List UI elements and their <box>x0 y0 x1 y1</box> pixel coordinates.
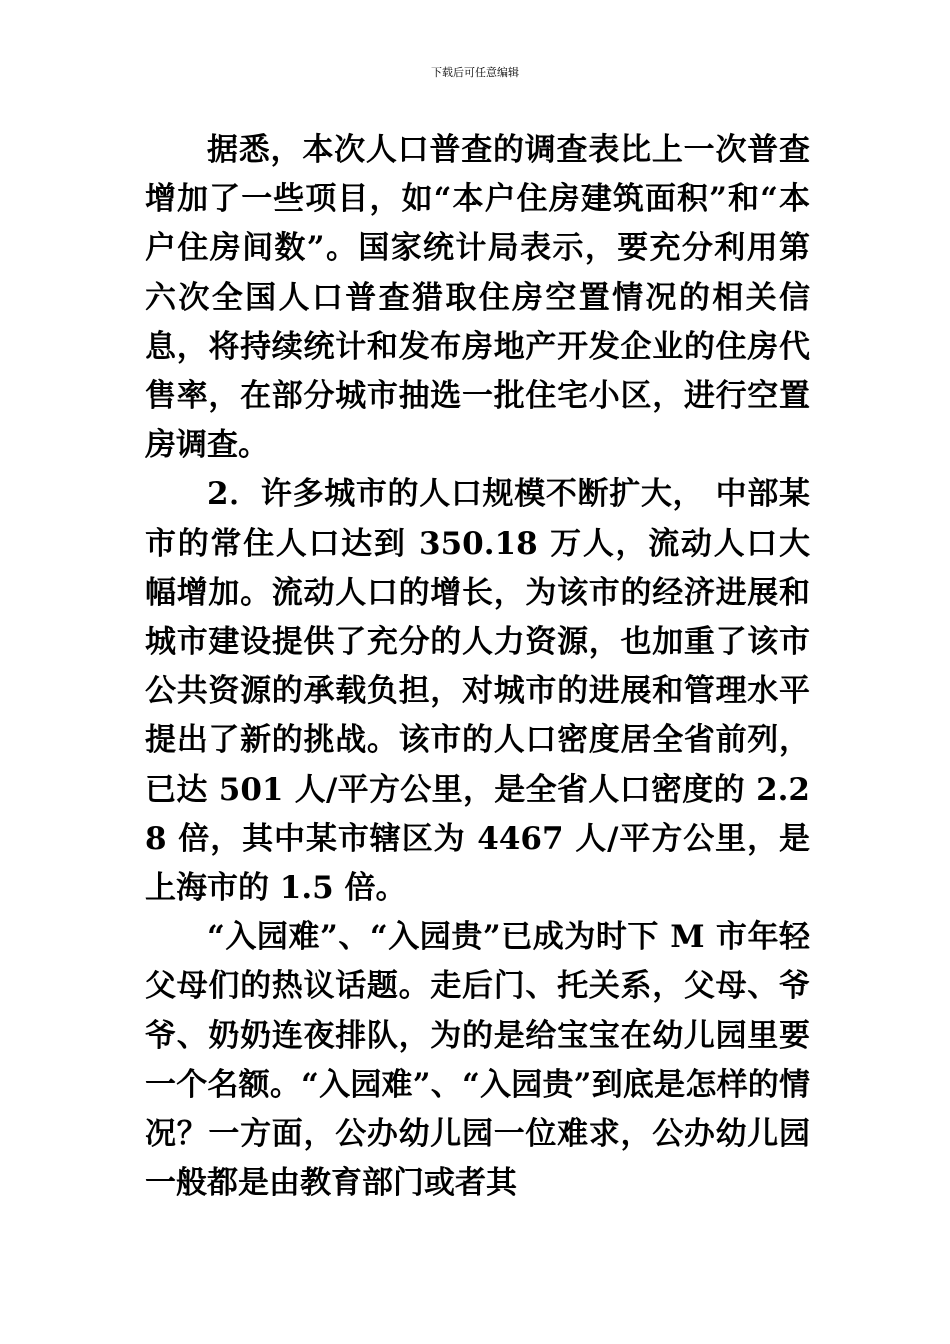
header-note: 下载后可任意编辑 <box>431 66 519 79</box>
paragraph-housing-census: 据悉，本次人口普查的调查表比上一次普查增加了一些项目，如“本户住房建筑面积”和“本户住房间数”。国家统计局表示，要充分利用第六次全国人口普查猎取住房空置情况的相关信息，将持续统计和发布房地产开发企业的住房代售率，在部分城市抽选一批住宅小区，进行空置房调查。 <box>145 132 810 464</box>
paragraph-kindergarten: “入园难”、“入园贵”已成为时下 M 市年轻父母们的热议话题。走后门、托关系，父母、爷爷、奶奶连夜排队，为的是给宝宝在幼儿园里要一个名额。“入园难”、“入园贵”到底是怎样的情况？一方面，公办幼儿园一位难求，公办幼儿园一般都是由教育部门或者其 <box>145 919 810 1202</box>
body-text <box>145 126 810 1208</box>
paragraph-city-population: 2．许多城市的人口规模不断扩大， 中部某市的常住人口达到 350.18 万人，流动人口大幅增加。流动人口的增长，为该市的经济进展和城市建设提供了充分的人力资源，也加重了该市公共资源的承载负担，对城市的进展和管理水平提出了新的挑战。该市的人口密度居全省前列，已达 501 人/平方公里，是全省人口密度的 2.28 倍，其中某市辖区为 4467 人/平方公里，是上海市的 1.5 倍。 <box>145 476 810 907</box>
